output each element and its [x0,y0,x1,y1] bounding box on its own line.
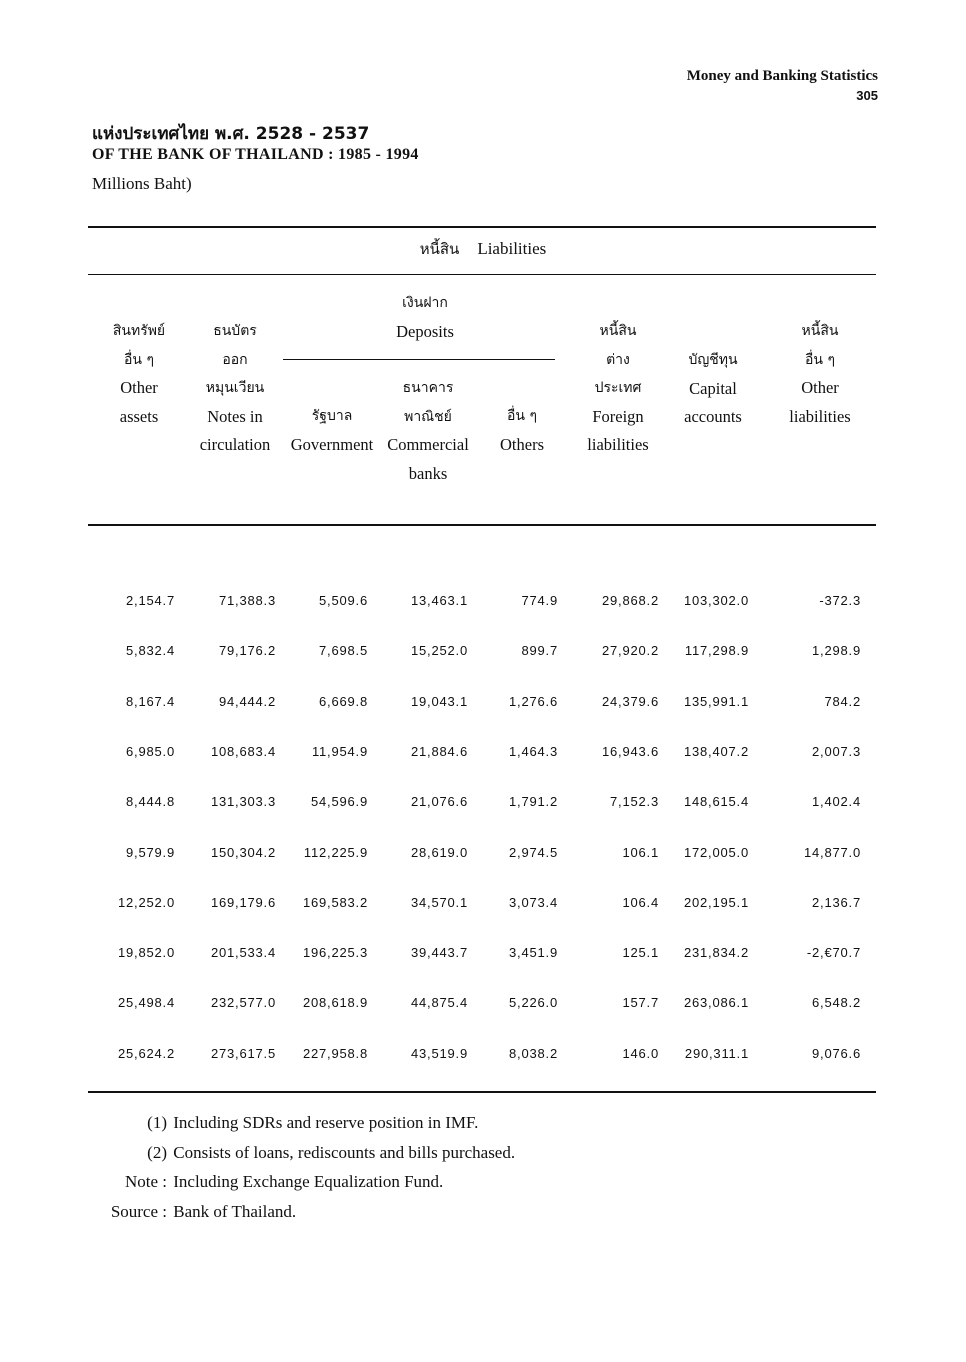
table-cell: 231,834.2 [683,945,749,961]
table-cell: 774.9 [521,593,558,608]
table-bottom-rule [88,1091,876,1093]
table-cell: 27,920.2 [601,643,659,659]
table-cell: 2,154.7 [126,593,175,608]
table-cell: 2,007.3 [812,743,861,759]
table-cell: 5,509.6 [319,593,368,608]
header-bottom-rule [88,524,876,526]
table-cell: 1,464.3 [509,743,558,759]
column-header-thai: ธนาคาร [402,380,454,396]
column-header-thai: หมุนเวียน [205,380,265,397]
column-header-thai: ออก [222,351,248,368]
table-row [0,995,966,1015]
table-cell: 263,086.1 [683,995,749,1011]
table-cell: 15,252.0 [410,643,468,659]
column-header-english: Other [120,378,158,398]
table-cell: 148,615.4 [683,794,749,810]
liabilities-thai: หนี้สิน [419,240,460,258]
column-header-thai: หนี้สิน [801,323,839,339]
table-cell: 112,225.9 [303,844,368,860]
column-header-thai: ประเทศ [594,380,642,397]
table-cell: 21,076.6 [410,794,468,810]
footnotes [97,1108,515,1226]
table-cell: 201,533.4 [210,945,276,961]
table-cell: 7,152.3 [610,794,659,810]
table-cell: 54,596.9 [310,794,368,810]
deposits-rule [283,359,555,360]
section-title: Money and Banking Statistics [686,68,878,84]
table-cell: 11,954.9 [311,743,368,759]
column-header-thai: หนี้สิน [599,323,637,339]
table-cell: 6,669.8 [319,693,368,709]
table-cell: -2,€70.7 [806,945,861,961]
table-cell: 108,683.4 [210,743,276,759]
table-cell: 29,868.2 [601,593,659,608]
table-cell: 19,043.1 [410,693,468,709]
table-cell: 6,548.2 [812,995,861,1011]
column-header [653,346,773,432]
deposits-thai: เงินฝาก [402,295,448,311]
table-cell: 196,225.3 [302,945,368,961]
table-cell: 227,958.8 [302,1045,368,1061]
note-label: Note : [124,1172,167,1191]
column-header-english: circulation [199,435,271,455]
table-cell: 14,877.0 [803,844,861,860]
deposits-english: Deposits [396,321,454,341]
table-cell: 3,073.4 [509,894,558,910]
table-cell: 232,577.0 [210,995,276,1011]
table-cell: 202,195.1 [683,894,749,910]
title-english: OF THE BANK OF THAILAND : 1985 - 1994 [92,146,419,163]
source-label: Source : [110,1201,167,1221]
column-header-english: liabilities [587,435,649,455]
table-title-block [92,120,419,194]
group-header-rule [88,274,876,275]
table-cell: 43,519.9 [410,1045,468,1061]
table-cell: 1,402.4 [812,794,861,810]
table-row [0,1046,966,1066]
table-cell: 7,698.5 [319,643,368,659]
column-header-english: Commercial [387,435,469,455]
table-cell: 44,875.4 [410,995,468,1011]
column-header-english: Capital [689,378,737,398]
table-cell: 208,618.9 [302,995,368,1011]
source-text: Bank of Thailand. [173,1201,297,1221]
table-cell: 172,005.0 [683,844,749,860]
column-header-thai: รัฐบาล [311,408,353,424]
table-row [0,694,966,714]
column-header-english: banks [408,463,448,483]
table-cell: 8,167.4 [126,693,175,709]
table-cell: 131,303.3 [210,794,276,810]
table-cell: 12,252.0 [117,894,175,910]
column-header-english: Notes in [207,406,263,426]
table-cell: 135,991.1 [683,693,749,709]
table-row [0,895,966,915]
column-header-thai: บัญชีทุน [688,352,738,368]
table-cell: 117,298.9 [684,643,749,659]
table-cell: 157.7 [622,995,659,1011]
footnote [97,1108,515,1138]
table-row [0,744,966,764]
footnote-mark: (1) [147,1113,167,1132]
table-row [0,794,966,814]
table-cell: 2,974.5 [509,844,558,860]
column-header-english: Other [801,378,839,398]
table-cell: 25,624.2 [117,1045,175,1061]
table-cell: 106.4 [622,894,659,910]
table-cell: 21,884.6 [410,743,468,759]
column-header-thai: ต่าง [606,351,630,368]
note-text: Including Exchange Equalization Fund. [173,1172,444,1191]
table-row [0,643,966,663]
column-header-english: liabilities [789,406,851,426]
table-cell: 5,832.4 [126,643,175,659]
title-units: Millions Baht) [92,174,192,193]
table-row [0,945,966,965]
column-header-english: Foreign [592,406,644,426]
table-cell: 146.0 [622,1045,659,1061]
table-cell: 899.7 [521,643,558,659]
footnote-text: Consists of loans, rediscounts and bills purchased. [173,1142,516,1162]
column-header [760,317,880,431]
column-header-thai: ธนบัตร [213,323,257,339]
top-rule [88,226,876,228]
table-cell: 150,304.2 [210,844,276,860]
table-row [0,593,966,613]
deposits-group-header [290,289,560,346]
column-header-thai: พาณิชย์ [404,408,452,425]
column-header-english: accounts [684,407,742,427]
column-header-thai: อื่น ๆ [805,351,835,368]
table-cell: 24,379.6 [601,693,659,709]
title-thai: แห่งประเทศไทย พ.ศ. 2528 - 2537 [92,124,370,144]
table-cell: 5,226.0 [509,995,558,1011]
table-cell: 273,617.5 [210,1045,276,1061]
table-cell: 39,443.7 [410,945,468,961]
table-cell: 8,038.2 [509,1045,558,1061]
table-cell: 1,276.6 [509,693,558,709]
column-header-thai: อื่น ๆ [124,351,154,368]
source [97,1197,515,1227]
table-cell: 19,852.0 [117,945,175,961]
table-cell: 16,943.6 [601,743,659,759]
table-cell: 6,985.0 [126,743,175,759]
table-cell: 1,298.9 [812,643,861,659]
page-number: 305 [856,88,878,103]
table-cell: 169,583.2 [302,894,368,910]
note [97,1167,515,1197]
table-cell: 125.1 [622,945,659,961]
table-row [0,845,966,865]
column-header-thai: สินทรัพย์ [112,323,166,339]
column-header-english: Others [500,434,544,454]
liabilities-english: Liabilities [477,239,547,258]
table-cell: 103,302.0 [683,593,749,608]
table-cell: 106.1 [622,844,659,860]
footnote-mark: (2) [147,1142,167,1162]
table-cell: 9,579.9 [126,844,175,860]
table-cell: 79,176.2 [218,643,276,659]
table-cell: 28,619.0 [410,844,468,860]
table-cell: 138,407.2 [683,743,749,759]
table-cell: 290,311.1 [684,1045,749,1061]
column-header-english: assets [119,406,159,426]
table-cell: 25,498.4 [117,995,175,1011]
table-cell: 2,136.7 [812,894,861,910]
table-cell: 3,451.9 [509,945,558,961]
table-cell: 169,179.6 [210,894,276,910]
table-cell: 71,388.3 [218,593,276,608]
running-header [687,66,878,106]
table-cell: 1,791.2 [509,794,558,810]
table-cell: 784.2 [824,693,861,709]
table-cell: 13,463.1 [410,593,468,608]
column-header-thai: อื่น ๆ [507,408,537,424]
table-cell: 94,444.2 [218,693,276,709]
table-cell: 8,444.8 [126,794,175,810]
table-cell: 34,570.1 [410,894,468,910]
footnote [97,1138,515,1168]
footnote-text: Including SDRs and reserve position in IMF. [173,1113,479,1132]
liabilities-group-header [0,237,966,261]
table-cell: 9,076.6 [812,1045,861,1061]
table-cell: -372.3 [819,593,861,608]
column-header-english: Government [290,434,374,454]
